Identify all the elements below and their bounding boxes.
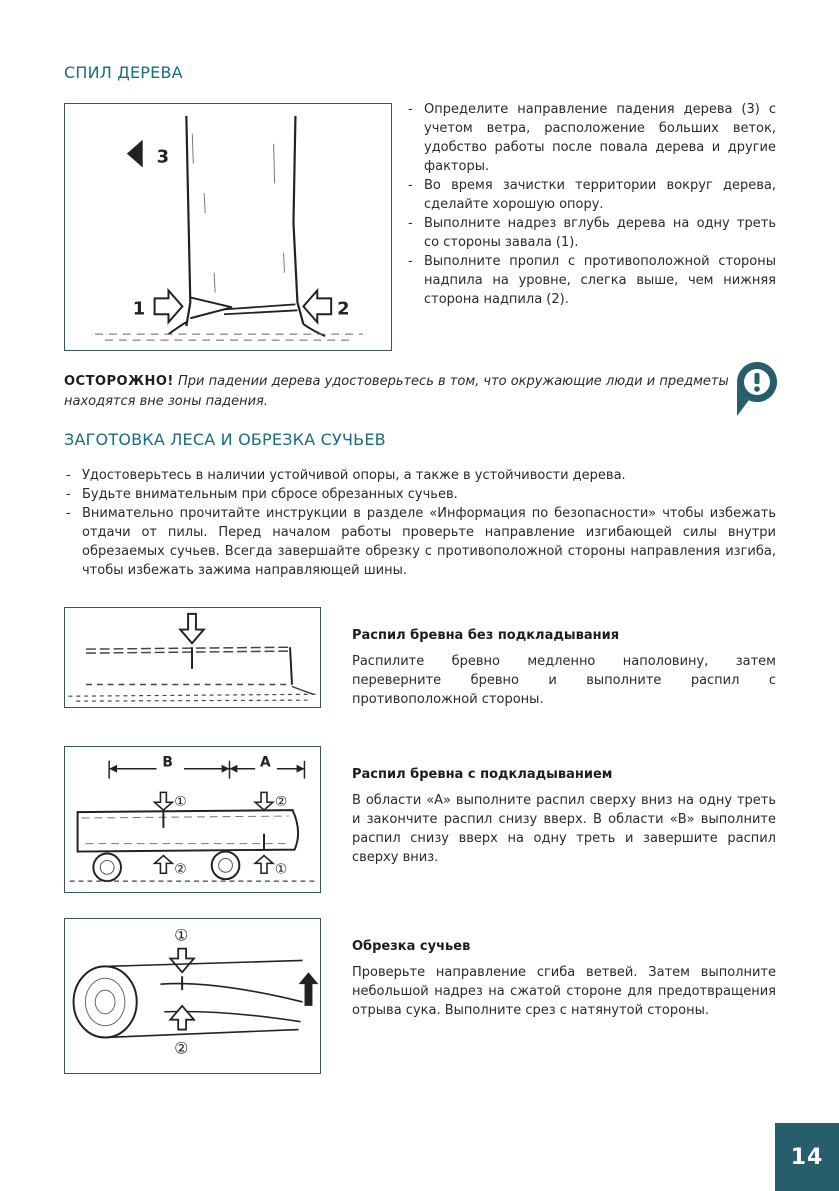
- list-item: - Выполните надрез вглубь дерева на одну треть со стороны завала (1).: [406, 214, 776, 252]
- step-two-marker: ②: [274, 794, 288, 811]
- area-b-label: B: [162, 754, 173, 771]
- list-item: - Будьте внимательным при сбросе обрезанных сучьев.: [64, 485, 776, 504]
- list-item: - Во время зачистки территории вокруг дерева, сделайте хорошую опору.: [406, 176, 776, 214]
- caution-text: При падении дерева удостоверьтесь в том, что окружающие люди и предметы находятся вне зоны падения.: [64, 374, 729, 409]
- area-a-label: A: [260, 754, 271, 771]
- back-cut-arrow: [303, 290, 331, 322]
- fall-direction-arrow: [127, 140, 143, 168]
- list-item: - Внимательно прочитайте инструкции в разделе «Информация по безопасности» чтобы избежать отдачи от пилы. Перед началом работы проверьте направление изгибающей силы внутри обрезаемых сучьев. Всегда завершайте обрезку с противоположной стороны направления изгиба, чтобы избежать зажима направляющей шины.: [64, 504, 776, 580]
- felling-heading: СПИЛ ДЕРЕВА: [64, 63, 183, 82]
- caution-label: ОСТОРОЖНО!: [64, 374, 174, 389]
- limbing-instructions: [64, 466, 776, 580]
- step-two-marker: ②: [174, 861, 187, 878]
- step-one-marker: ①: [274, 861, 288, 878]
- log-with-support-illustration: [64, 746, 321, 893]
- back-cut-label: 2: [337, 298, 350, 320]
- section-text: В области «А» выполните распил сверху вниз на одну треть и закончите распил снизу вверх. В области «В» выполните распил снизу вверх на одну треть и завершите распил сверху вниз.: [352, 793, 776, 865]
- list-item: - Определите направление падения дерева (3) с учетом ветра, расположение больших веток, удобство работы после повала дерева и другие факторы.: [406, 100, 776, 176]
- limbing-heading: ЗАГОТОВКА ЛЕСА И ОБРЕЗКА СУЧЬЕВ: [64, 430, 386, 449]
- notch-arrow: [155, 290, 183, 322]
- felling-instructions: [406, 100, 776, 309]
- felling-illustration: [64, 103, 392, 351]
- page-number: 14: [775, 1123, 839, 1191]
- log-no-support-illustration: [64, 607, 321, 708]
- notch-label: 1: [132, 298, 146, 320]
- section-text: Проверьте направление сгиба ветвей. Затем выполните небольшой надрез на сжатой стороне для предотвращения отрыва сука. Выполните срез с натянутой стороны.: [352, 965, 776, 1018]
- warning-icon: [735, 360, 779, 418]
- section-title: Обрезка сучьев: [352, 939, 471, 954]
- step-two-marker: ②: [174, 1038, 189, 1058]
- step-one-marker: ①: [174, 794, 187, 811]
- caution-note: [64, 372, 734, 412]
- list-item: - Удостоверьтесь в наличии устойчивой опоры, а также в устойчивости дерева.: [64, 466, 776, 485]
- section-title: Распил бревна с подкладыванием: [352, 767, 613, 782]
- step-one-marker: ①: [174, 925, 189, 945]
- list-item: - Выполните пропил с противоположной стороны надпила на уровне, слегка выше, чем нижняя сторона надпила (2).: [406, 252, 776, 309]
- section-text: Распилите бревно медленно наполовину, затем переверните бревно и выполните распил с противоположной стороны.: [352, 654, 776, 707]
- fall-label: 3: [156, 146, 170, 168]
- section-title: Распил бревна без подкладывания: [352, 628, 620, 643]
- limbing-illustration: [64, 918, 321, 1074]
